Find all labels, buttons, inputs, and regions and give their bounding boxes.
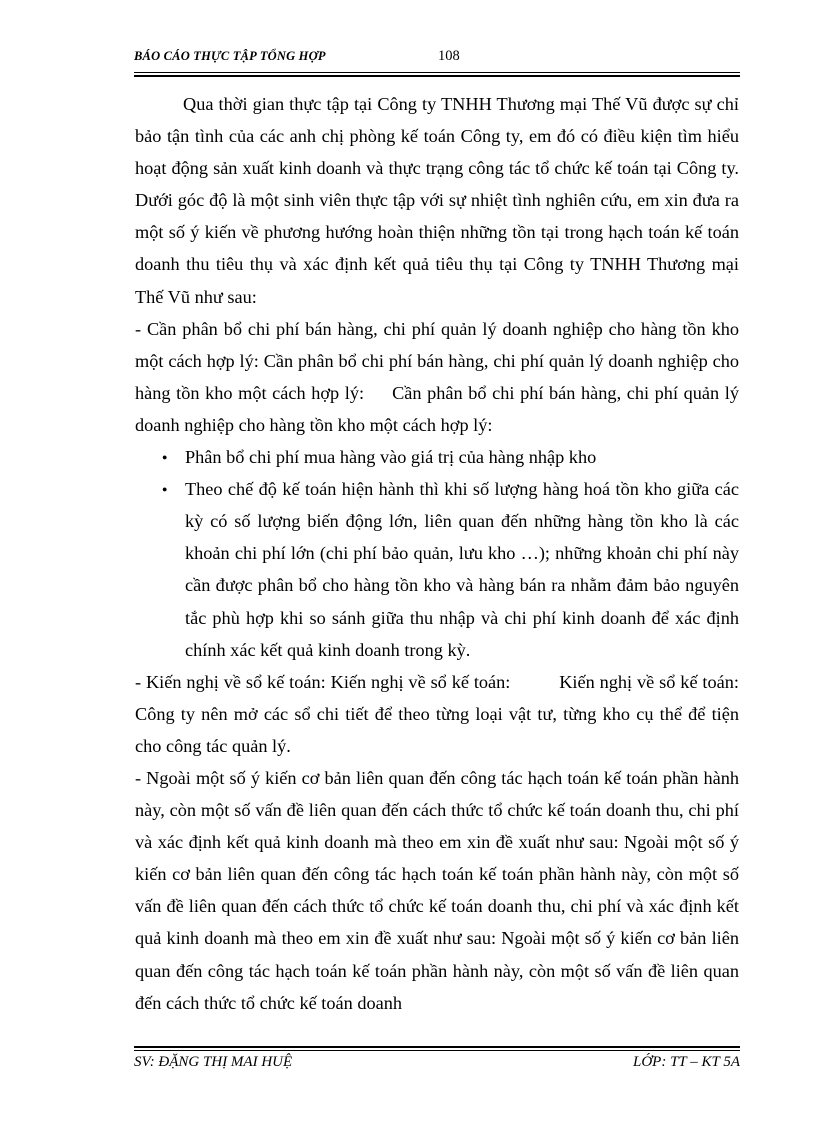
student-name: SV: ĐẶNG THỊ MAI HUỆ	[134, 1054, 293, 1070]
footer-rule-top	[134, 1046, 740, 1048]
header-rule-bottom	[134, 75, 740, 77]
page-header	[134, 46, 740, 74]
other-issues-paragraph: - Ngoài một số ý kiến cơ bản liên quan đến công tác hạch toán kế toán phần hành này, còn một số vấn đề liên quan đến cách thức tổ chức kế toán doanh thu, chi phí và xác định kết quả kinh doanh mà theo em xin đề xuất như sau: Ngoài một số ý kiến cơ bản liên quan đến công tác hạch toán kế toán phần hành này, còn một số vấn đề liên quan đến cách thức tổ chức kế toán doanh thu, chi phí và xác định kết quả kinh doanh mà theo em xin đề xuất như sau: Ngoài một số ý kiến cơ bản liên quan đến công tác hạch toán kế toán phần hành này, còn một số vấn đề liên quan đến cách thức tổ chức kế toán doanh	[135, 767, 739, 1013]
intro-paragraph: Qua thời gian thực tập tại Công ty TNHH Thương mại Thế Vũ được sự chỉ bảo tận tình của các anh chị phòng kế toán Công ty, em đó có điều kiện tìm hiểu hoạt động sản xuất kinh doanh và thực trạng công tác tổ chức kế toán tại Công ty. Dưới góc độ là một sinh viên thực tập với sự nhiệt tình nghiên cứu, em xin đưa ra một số ý kiến về phương hướng hoàn thiện những tồn tại trong hạch toán kế toán doanh thu tiêu thụ và xác định kết quả tiêu thụ tại Công ty TNHH Thương mại Thế Vũ như sau:	[135, 94, 739, 307]
bullet-item: ● Phân bổ chi phí mua hàng vào giá trị của hàng nhập kho	[185, 441, 739, 473]
bullet-item: ● Theo chế độ kế toán hiện hành thì khi số lượng hàng hoá tồn kho giữa các kỳ có số lượng biến động lớn, liên quan đến những hàng tồn kho là các khoản chi phí lớn (chi phí bảo quản, lưu kho …); những khoản chi phí này cần được phân bổ cho hàng tồn kho và hàng bán ra nhằm đảm bảo nguyên tắc phù hợp khi so sánh giữa thu nhập và chi phí kinh doanh để xác định chính xác kết quả kinh doanh trong kỳ.	[185, 473, 739, 666]
ledger-recommendation-paragraph: - Kiến nghị về sổ kế toán: Kiến nghị về sổ kế toán: Kiến nghị về sổ kế toán: Công ty nên mở các sổ chi tiết để theo từng loại vật tư, từng kho cụ thể để tiện cho công tác quản lý.	[135, 671, 744, 756]
report-title: BÁO CÁO THỰC TẬP TỔNG HỢP	[134, 49, 326, 63]
bullet-list	[135, 441, 739, 666]
cost-allocation-paragraph: - Cần phân bổ chi phí bán hàng, chi phí quản lý doanh nghiệp cho hàng tồn kho một cách hợp lý: Cần phân bổ chi phí bán hàng, chi phí quản lý doanh nghiệp cho hàng tồn kho một cách hợp lý: Cần phân bổ chi phí bán hàng, chi phí quản lý doanh nghiệp cho hàng tồn kho một cách hợp lý:	[135, 318, 744, 435]
document-body	[135, 88, 744, 1019]
page-footer	[134, 1054, 740, 1078]
footer-rule-bottom	[134, 1050, 740, 1051]
class-code: LỚP: TT – KT 5A	[633, 1054, 740, 1070]
page-number: 108	[438, 48, 460, 64]
header-rule-top	[134, 72, 740, 73]
